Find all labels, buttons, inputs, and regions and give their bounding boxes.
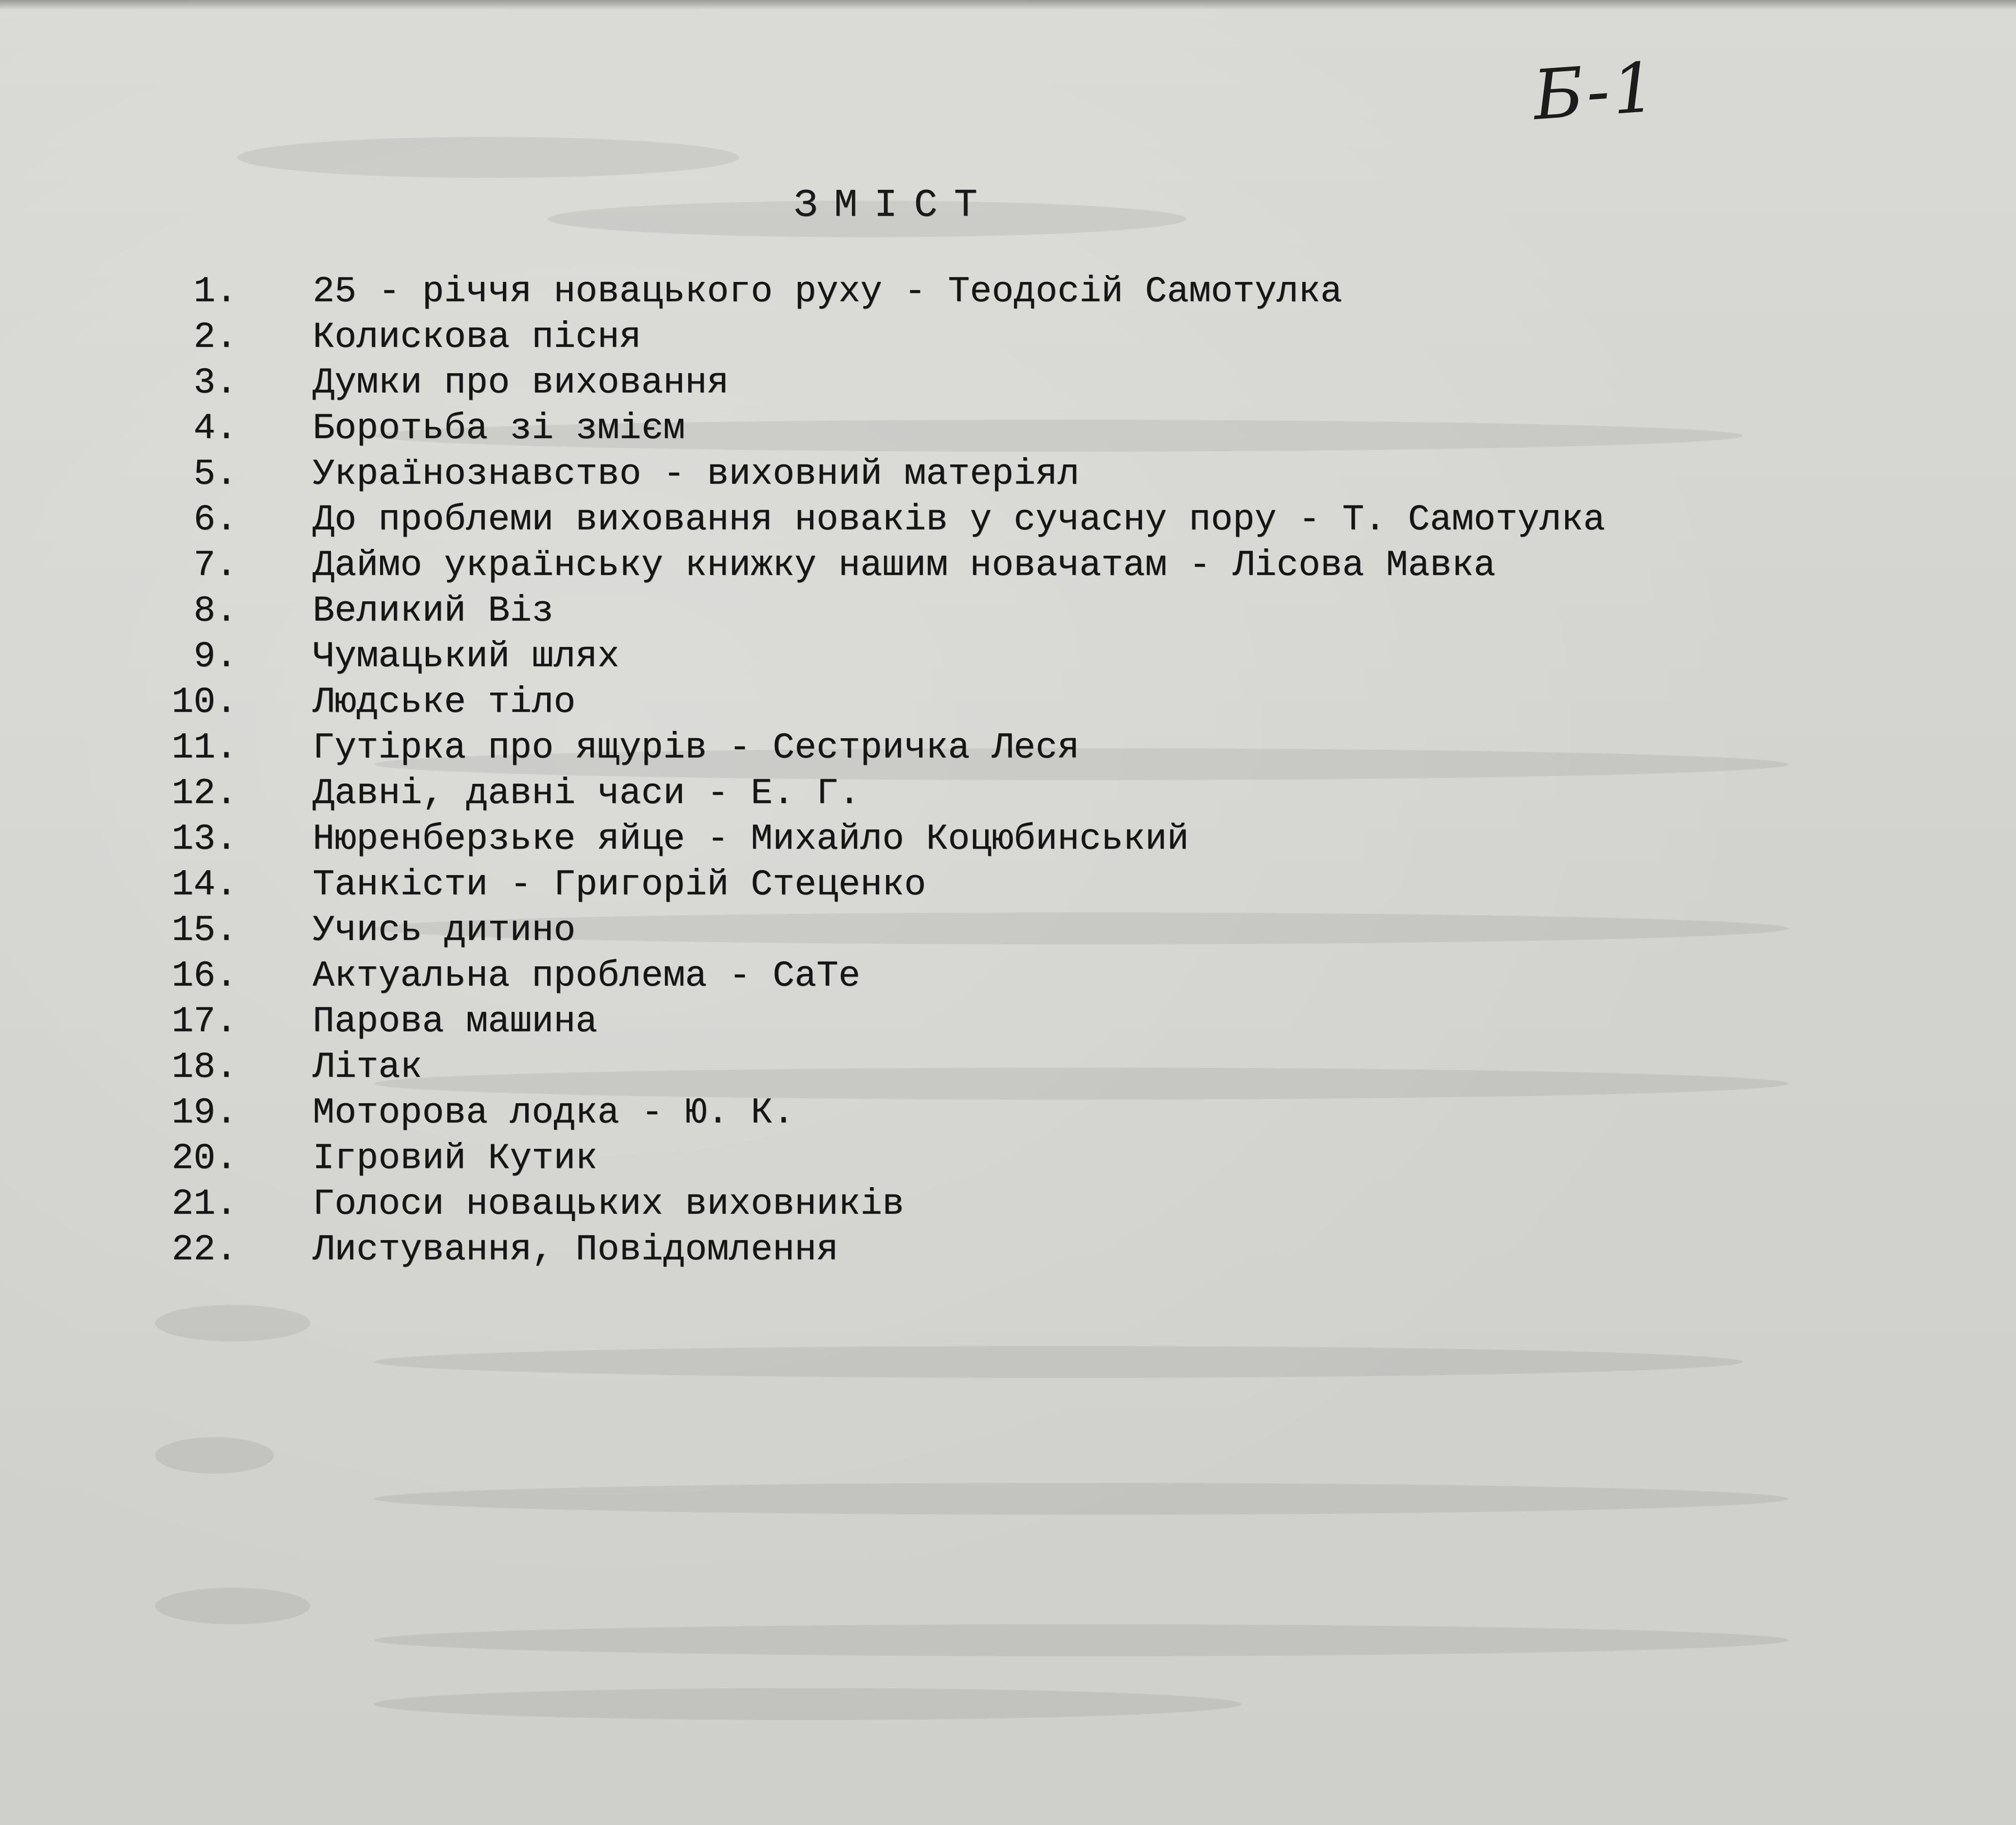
list-item [137,1136,1962,1182]
entry-title: Гутірка про ящурів - Сестричка Леся [313,727,1080,769]
entry-number: 11. [171,727,237,769]
entry-title: Ігровий Кутик [313,1138,598,1179]
entry-number: 16. [171,955,237,997]
entry-number: 15. [171,910,237,951]
bleed-through-smudge [155,1437,274,1474]
entry-number: 17. [171,1001,237,1043]
entry-title: Давні, давні часи - Е. Г. [313,773,861,814]
entry-title: Людське тіло [313,682,576,723]
entry-title: Голоси новацьких виховників [313,1184,904,1225]
entry-title: Танкісти - Григорій Стеценко [313,864,926,906]
bleed-through-smudge [155,1305,310,1341]
entry-title: До проблеми виховання новаків у сучасну пору - Т. Самотулка [313,499,1605,541]
bleed-through-smudge [155,1588,310,1624]
entry-number: 9. [193,636,237,678]
entry-title: Українознавство - виховний матеріял [313,454,1080,495]
entry-number: 10. [171,682,237,723]
entry-title: Думки про виховання [313,362,729,404]
bleed-through-smudge [374,1346,1743,1378]
entry-title: 25 - річчя новацького руху - Теодосій Самотулка [313,271,1342,313]
list-item [137,725,1962,771]
entry-title: Даймо українську книжку нашим новачатам - Лісова Мавка [313,545,1496,586]
list-item [137,497,1962,543]
entry-title: Чумацький шлях [313,636,620,678]
page-title: ЗМІСТ [794,183,994,228]
entry-number: 8. [193,590,237,632]
entry-number: 7. [193,545,237,586]
list-item [137,999,1962,1045]
list-item [137,680,1962,725]
bleed-through-smudge [237,137,739,178]
entry-number: 1. [193,271,237,313]
entry-number: 14. [171,864,237,906]
entry-title: Листування, Повідомлення [313,1229,839,1271]
entry-title: Учись дитино [313,910,576,951]
list-item [137,817,1962,862]
list-item [137,954,1962,999]
list-item [137,360,1962,406]
page-top-edge [0,0,2016,10]
bleed-through-smudge [374,1624,1789,1656]
entry-number: 21. [171,1184,237,1225]
list-item [137,908,1962,954]
list-item [137,634,1962,680]
entry-number: 3. [193,362,237,404]
list-item [137,1182,1962,1227]
entry-title: Парова машина [313,1001,598,1043]
list-item [137,1227,1962,1273]
entry-number: 20. [171,1138,237,1179]
list-item [137,269,1962,315]
list-item [137,771,1962,817]
entry-number: 5. [193,454,237,495]
handwritten-archive-mark: Б-1 [1530,47,1661,136]
entry-number: 6. [193,499,237,541]
entry-title: Нюренберзьке яйце - Михайло Коцюбинський [313,819,1189,860]
entry-title: Великий Віз [313,590,554,632]
entry-title: Колискова пісня [313,317,642,358]
list-item [137,452,1962,497]
entry-number: 18. [171,1047,237,1088]
bleed-through-smudge [374,1688,1241,1720]
entry-number: 2. [193,317,237,358]
list-item [137,543,1962,589]
entry-number: 12. [171,773,237,814]
entry-title: Актуальна проблема - СаТе [313,955,861,997]
entry-number: 22. [171,1229,237,1271]
table-of-contents [137,269,1962,1291]
list-item [137,315,1962,360]
bleed-through-smudge [374,1483,1789,1515]
list-item [137,1045,1962,1090]
list-item [137,862,1962,908]
entry-number: 4. [193,408,237,449]
list-item [137,589,1962,634]
entry-title: Боротьба зі змієм [313,408,685,449]
list-item [137,406,1962,452]
list-item [137,1090,1962,1136]
entry-number: 19. [171,1092,237,1134]
entry-title: Моторова лодка - Ю. К. [313,1092,795,1134]
entry-number: 13. [171,819,237,860]
entry-title: Літак [313,1047,423,1088]
